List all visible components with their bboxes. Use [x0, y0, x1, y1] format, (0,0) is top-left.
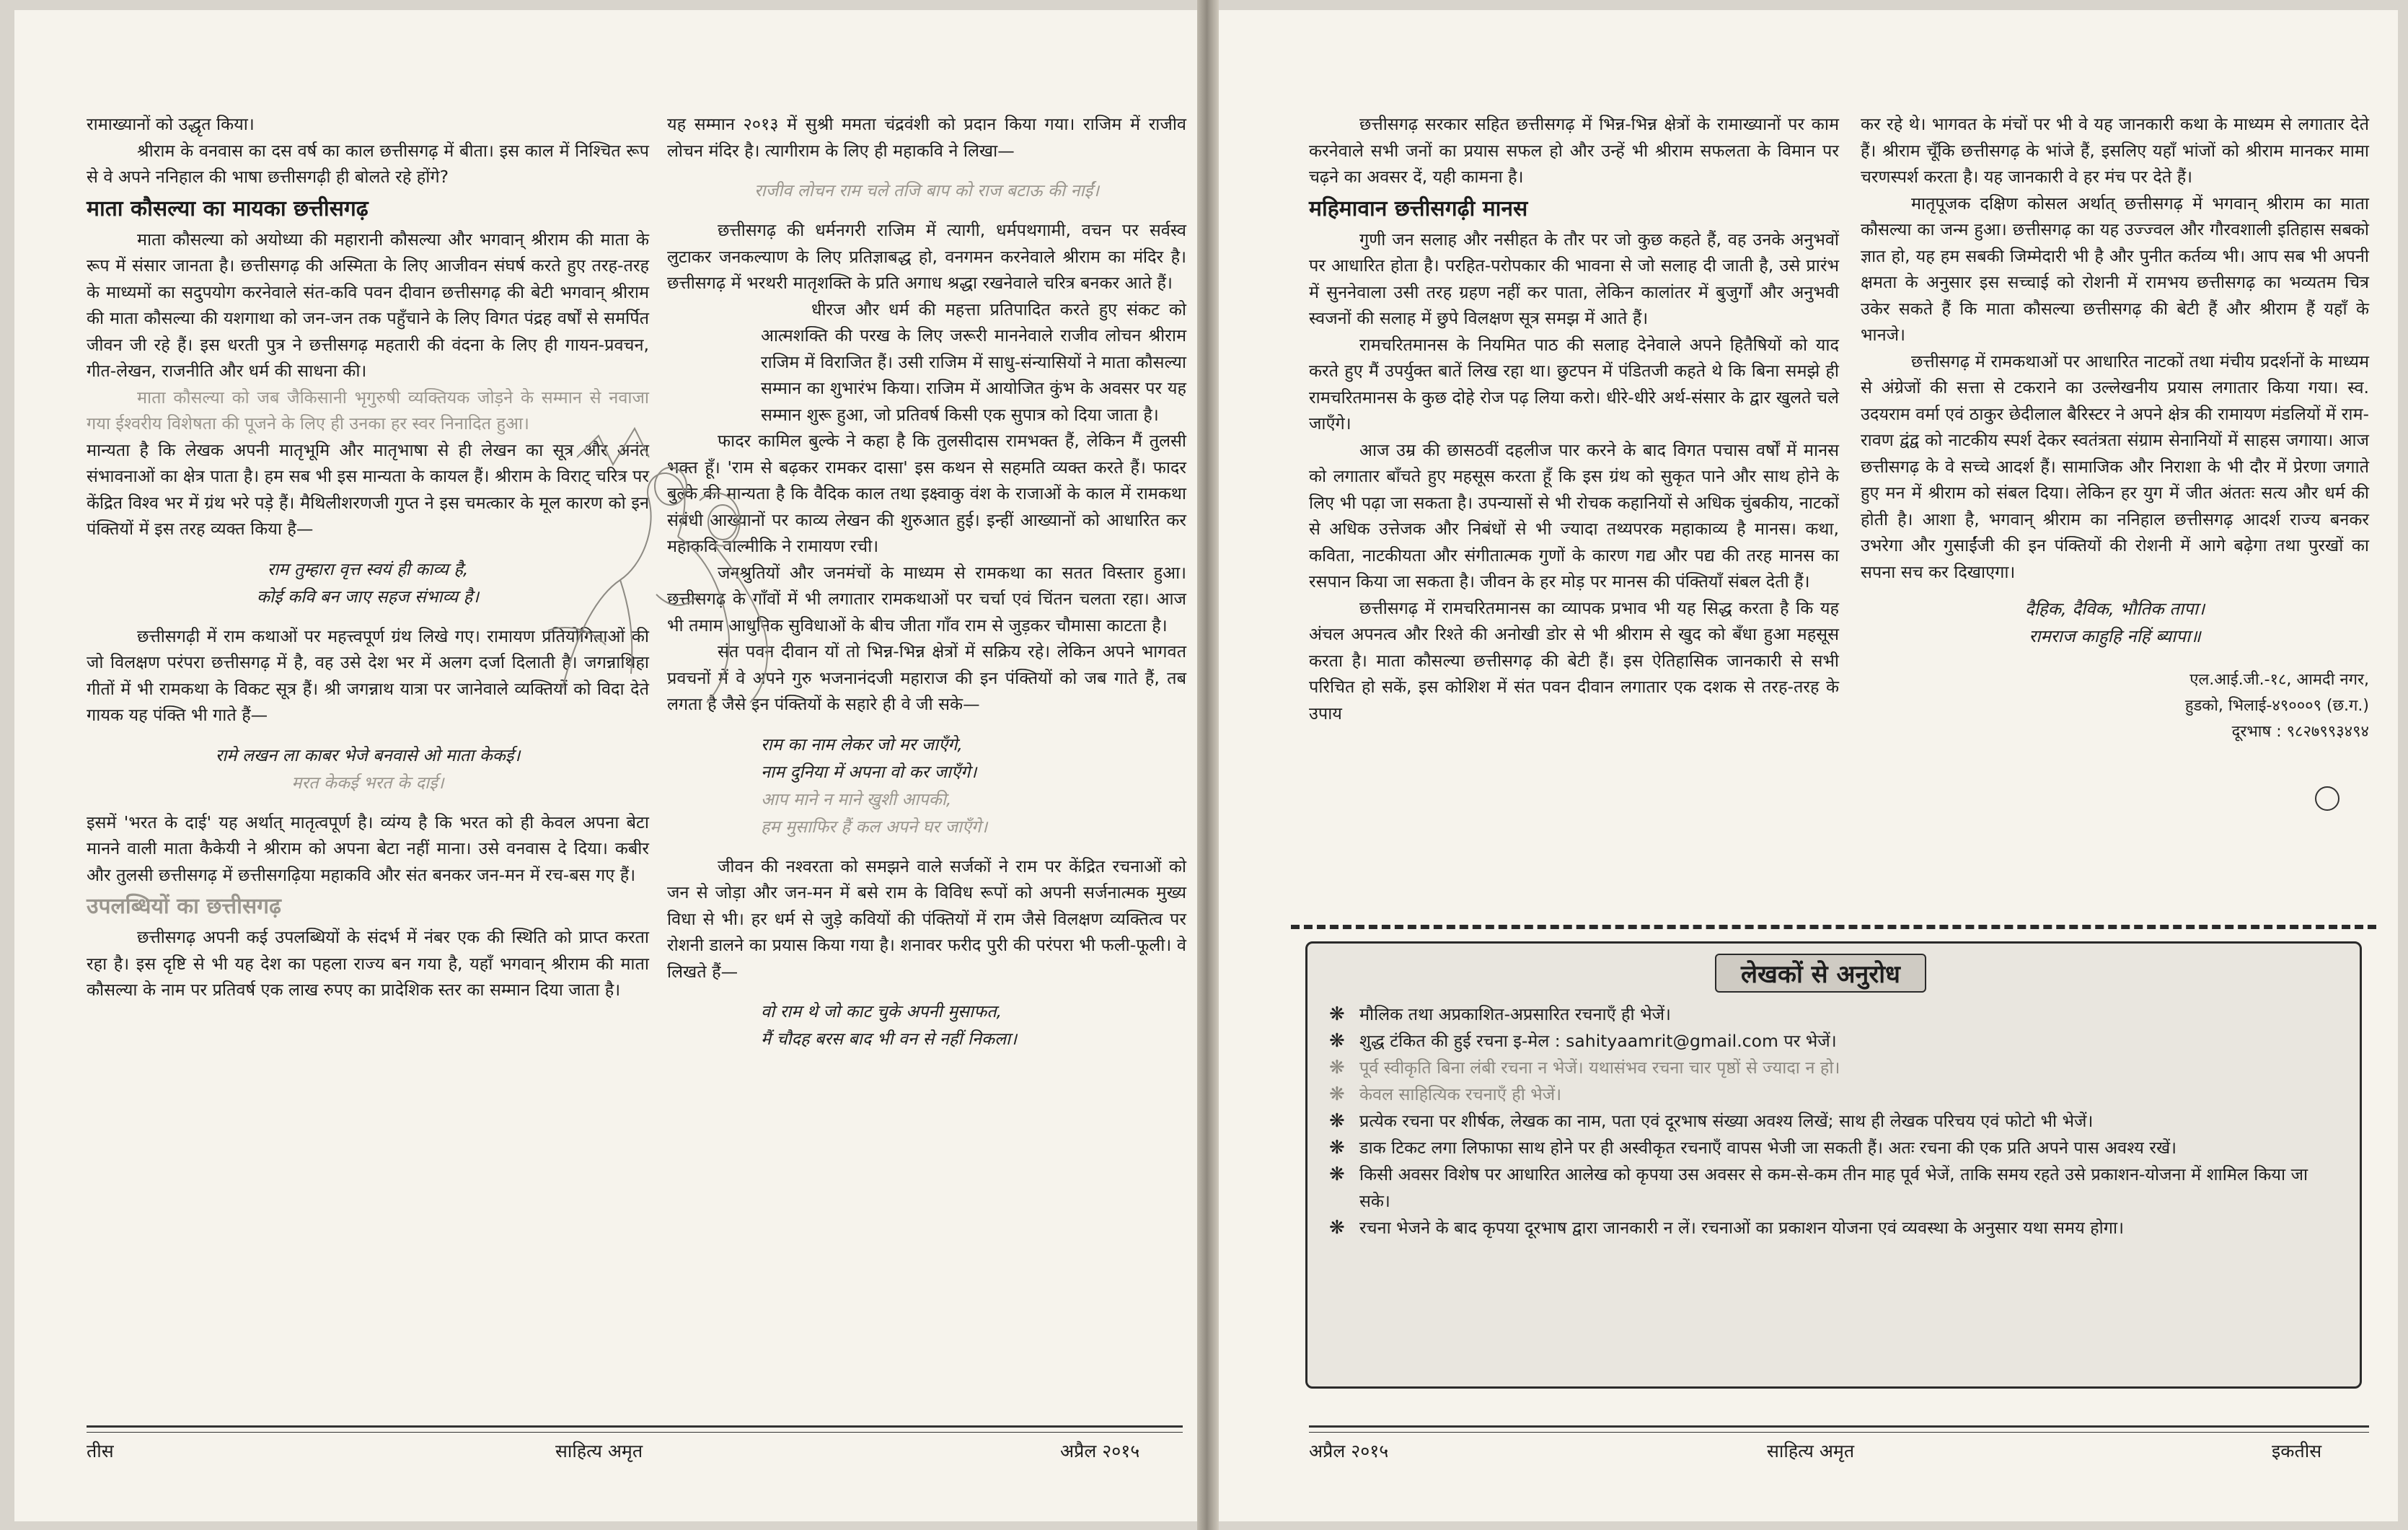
flower-bullet-icon: ❋: [1329, 1003, 1345, 1025]
paragraph: जनश्रुतियों और जनमंचों के माध्यम से रामकथा का सतत विस्तार हुआ। छत्तीसगढ़ के गाँवों में भी लगातार रामकथाओं पर चर्चा एवं चिंतन चलता रहा। आज भी तमाम आधुनिक सुविधाओं के बीच जीता गाँव राम से जुड़कर चौमासा काटता है।: [667, 562, 1186, 636]
paragraph: कर रहे थे। भागवत के मंचों पर भी वे यह जानकारी कथा के माध्यम से लगातार देते हैं। श्रीराम चूँकि छत्तीसगढ़ के भांजे हैं, इसलिए यहाँ भांजों को श्रीराम मानकर मामा चरणस्पर्श करता है। यह जानकारी वे हर मंच पर देते हैं।: [1861, 114, 2369, 187]
flower-bullet-icon: ❋: [1329, 1057, 1345, 1078]
verse-line: दैहिक, दैविक, भौतिक तापा।: [2024, 599, 2205, 619]
paragraph: छत्तीसगढ़ में रामकथाओं पर आधारित नाटकों तथा मंचीय प्रदर्शनों के माध्यम से अंग्रेजों की सत्ता से टकराने का उल्लेखनीय प्रयास लगातार किया गया। स्व. उदयराम वर्मा एवं ठाकुर छेदीलाल बैरिस्टर ने अपने क्षेत्र की रामायण मंडलियों में राम-रावण द्वंद्व को नाटकीय स्पर्श देकर स्वतंत्रता संग्राम सेनानियों में साहस जगाया। आज छत्तीसगढ़ के वे सच्चे आदर्श हैं। सामाजिक और निराशा के भी दौर में प्रेरणा जगाते हुए मन में श्रीराम को संबल दिया। लेकिन हर युग में जीत अंततः सत्य और धर्म की होती है। आशा है, भगवान् श्रीराम का ननिहाल छत्तीसगढ़ आदर्श राज्य बनकर उभरेगा और गुसाईंजी की इन पंक्तियों की रोशनी में आगे बढ़ेगा तथा पुरखों का सपना सच कर दिखाएगा।: [1861, 351, 2369, 582]
address-line: एल.आई.जी.-१८, आमदी नगर,: [2189, 671, 2369, 689]
faded-paragraph: माता कौसल्या को जब जैकिसानी भृगुरुषी व्यक्तियक जोड़ने के सम्मान से नवाजा गया ईश्वरीय विशेषता की पूजने के लिए ही उनका हर स्वर निनादित हुआ।: [87, 387, 649, 434]
address-line: हुडको, भिलाई-४९०००९ (छ.ग.): [2184, 697, 2369, 715]
paragraph: मान्यता है कि लेखक अपनी मातृभूमि और मातृभाषा से ही लेखन का सूत्र और अनंत संभावनाओं का क्षेत्र पाता है। हम सब भी इस मान्यता के कायल हैं। श्रीराम के विराट् चरित्र पर केंद्रित विश्व भर में ग्रंथ भरे पड़े हैं। मैथिलीशरणजी गुप्त ने इस चमत्कार के मूल कारण को इन पंक्तियों में इस तरह व्यक्त किया है—: [87, 439, 649, 539]
notice-item-text: शुद्ध टंकित की हुई रचना इ-मेल : sahityaamrit@gmail.com पर भेजें।: [1359, 1031, 1837, 1051]
paragraph: रामाख्यानों को उद्धृत किया।: [87, 114, 255, 134]
authors-request-box: [1305, 941, 2362, 1389]
issue-date: अप्रैल २०१५: [1309, 1441, 1389, 1461]
issue-date: अप्रैल २०१५: [1060, 1441, 1140, 1461]
verse-line: मरत केकई भरत के दाई।: [291, 772, 444, 793]
right-column-1: [1309, 111, 1839, 726]
notice-list: [1329, 1001, 2338, 1241]
verse-line: नाम दुनिया में अपना वो कर जाएँगे।: [761, 761, 977, 782]
section-heading: उपलब्धियों का छत्तीसगढ़: [87, 894, 281, 919]
flower-bullet-icon: ❋: [1329, 1137, 1345, 1159]
verse-line: हम मुसाफिर हैं कल अपने घर जाएँगे।: [761, 816, 988, 837]
footer-rule: [1309, 1425, 2369, 1433]
paragraph: संत पवन दीवान यों तो भिन्न-भिन्न क्षेत्रों में सक्रिय रहे। लेकिन अपने भागवत प्रवचनों में वे अपने गुरु भजनानंदजी महाराज की इन पंक्तियों को जब गाते हैं, तब लगता है जैसे इन पंक्तियों के सहारे ही वे जी सके—: [667, 641, 1186, 714]
flower-bullet-icon: ❋: [1329, 1164, 1345, 1185]
page-number: इकतीस: [2272, 1441, 2322, 1461]
paragraph: मातृपूजक दक्षिण कोसल अर्थात् छत्तीसगढ़ में भगवान् श्रीराम का माता कौसल्या का जन्म हुआ। छत्तीसगढ़ का यह उज्ज्वल और गौरवशाली इतिहास सबको ज्ञात हो, यह हम सबकी जिम्मेदारी भी है और पुनीत कर्तव्य भी। आप सब भी अपनी क्षमता के अनुसार इस सच्चाई को रोशनी में रामभय छत्तीसगढ़ का भव्यतम चित्र उकेर सकते हैं कि माता कौसल्या छत्तीसगढ़ की बेटी हैं और श्रीराम हैं यहाँ के भानजे।: [1861, 193, 2369, 345]
notice-dashed-border: [1291, 925, 2376, 929]
journal-name: साहित्य अमृत: [1767, 1441, 1855, 1461]
notice-item: [1329, 1001, 2338, 1028]
flower-bullet-icon: ❋: [1329, 1110, 1345, 1132]
paragraph: गुणी जन सलाह और नसीहत के तौर पर जो कुछ कहते हैं, वह उनके अनुभवों पर आधारित होता है। परहित-परोपकार की भावना से जो सलाह दी जाती है, उसे प्रारंभ में सुननेवाला उसी तरह ग्रहण नहीं कर पाता, लेकिन कालांतर में बुजुर्गों और अनुभवी स्वजनों की सलाह में छुपे विलक्षण सूत्र समझ में आते हैं।: [1309, 229, 1839, 328]
paragraph: छत्तीसगढ़ी में राम कथाओं पर महत्त्वपूर्ण ग्रंथ लिखे गए। रामायण प्रतियोगिताओं की जो विलक्षण परंपरा छत्तीसगढ़ में है, वह उसे देश भर में अलग दर्जा दिलाती है। जगन्नाथिहा गीतों में भी रामकथा के विकट सूत्र हैं। श्री जगन्नाथ यात्रा पर जानेवाले व्यक्तियों को विदा देते गायक यह पंक्ति भी गाते हैं—: [87, 625, 649, 725]
verse-line: रामराज काहुहि नहिं ब्यापा॥: [2029, 626, 2201, 646]
notice-item-text: केवल साहित्यिक रचनाएँ ही भेजें।: [1359, 1084, 1562, 1104]
paragraph: यह सम्मान २०१३ में सुश्री ममता चंद्रवंशी को प्रदान किया गया। राजिम में राजीव लोचन मंदिर है। त्यागीराम के लिए ही महाकवि ने लिखा—: [667, 114, 1186, 161]
notice-item: [1329, 1135, 2338, 1161]
sketch-illustration: [534, 414, 808, 717]
notice-item: [1329, 1055, 2338, 1081]
seal-icon: [2315, 786, 2339, 811]
phone-line: दूरभाष : ९८२७९९३४९४: [2231, 723, 2369, 741]
verse-line: आप माने न माने खुशी आपकी,: [761, 788, 952, 809]
paragraph: छत्तीसगढ़ में रामचरितमानस का व्यापक प्रभाव भी यह सिद्ध करता है कि यह अंचल अपनत्व और रिश्ते की अनोखी डोर से भी श्रीराम से खुद को बँधा हुआ महसूस करता है। माता कौसल्या छत्तीसगढ़ की बेटी हैं। इस ऐतिहासिक जानकारी से सभी परिचित हो सकें, इस कोशिश में संत पवन दीवान लगातार एक दशक से तरह-तरह के उपाय: [1309, 597, 1839, 724]
notice-item-text: डाक टिकट लगा लिफाफा साथ होने पर ही अस्वीकृत रचनाएँ वापस भेजी जा सकती हैं। अतः रचना की एक प्रति अपने पास अवश्य रखें।: [1359, 1138, 2177, 1158]
notice-item: [1329, 1215, 2338, 1241]
paragraph: इसमें 'भरत के दाई' यह अर्थात् मातृत्वपूर्ण है। व्यंग्य है कि भरत को ही केवल अपना बेटा मानने वाली माता कैकेयी ने श्रीराम को अपना बेटा नहीं माना। उसे वनवास दे दिया। कबीर और तुलसी छत्तीसगढ़ में छत्तीसगढ़िया महाकवि और संत बनकर जन-मन में रच-बस गए हैं।: [87, 812, 649, 885]
notice-item-text: मौलिक तथा अप्रकाशित-अप्रसारित रचनाएँ ही भेजें।: [1359, 1004, 1671, 1024]
verse-line: राम तुम्हारा वृत्त स्वयं ही काव्य है,: [267, 558, 469, 579]
verse-line: मैं चौदह बरस बाद भी वन से नहीं निकला।: [761, 1029, 1017, 1049]
paragraph: छत्तीसगढ़ अपनी कई उपलब्धियों के संदर्भ में नंबर एक की स्थिति को प्राप्त करता रहा है। इस दृष्टि से भी यह देश का पहला राज्य बन गया है, यहाँ भगवान् श्रीराम की माता कौसल्या के नाम पर प्रतिवर्ष एक लाख रुपए का प्रादेशिक स्तर का सम्मान दिया जाता है।: [87, 927, 649, 1000]
verse-line: राम का नाम लेकर जो मर जाएँगे,: [761, 734, 963, 755]
paragraph: छत्तीसगढ़ की धर्मनगरी राजिम में त्यागी, धर्मपथगामी, वचन पर सर्वस्व लुटाकर जनकल्याण के लिए प्रतिज्ञाबद्ध हो, वनगमन करनेवाले श्रीराम का मंदिर है। छत्तीसगढ़ में भरथरी मातृशक्ति के प्रति अगाध श्रद्धा रखनेवाले चरित्र बनकर आते हैं।: [667, 220, 1186, 293]
verse: [761, 998, 1186, 1052]
left-page: [14, 10, 1197, 1521]
flower-bullet-icon: ❋: [1329, 1083, 1345, 1105]
verse-line: राजीव लोचन राम चले तजि बाप को राज बटाऊ की नाईं।: [754, 180, 1100, 201]
section-heading: माता कौसल्या का मायका छत्तीसगढ़: [87, 195, 369, 221]
paragraph: रामचरितमानस के नियमित पाठ की सलाह देनेवाले अपने हितैषियों को याद करते हुए मैं उपर्युक्त बातें लिख रहा था। छुटपन में पंडितजी कहते थे कि बिना समझे ही रामचरितमानस के कुछ दोहे रोज पढ़ लिया करो। धीरे-धीरे अर्थ-संसार के द्वार खुलते चले जाएँगे।: [1309, 334, 1839, 434]
verse: [87, 742, 649, 796]
notice-item-text: किसी अवसर विशेष पर आधारित आलेख को कृपया उस अवसर से कम-से-कम तीन माह पूर्व भेजें, ताकि समय रहते उसे प्रकाशन-योजना में शामिल किया जा सके।: [1359, 1164, 2308, 1211]
flower-bullet-icon: ❋: [1329, 1030, 1345, 1052]
notice-item: [1329, 1108, 2338, 1135]
paragraph: माता कौसल्या को अयोध्या की महारानी कौसल्या और भगवान् श्रीराम की माता के रूप में संसार जानता है। छत्तीसगढ़ की अस्मिता के लिए आजीवन संघर्ष करते हुए तरह-तरह के माध्यमों का सदुपयोग करनेवाले संत-कवि पवन दीवान छत्तीसगढ़ की बेटी भगवान् श्रीराम की माता कौसल्या की यशगाथा को जन-जन तक पहुँचाने के लिए विगत पंद्रह वर्षों से समर्पित जीवन जी रहे हैं। इस धरती पुत्र ने छत्तीसगढ़ महतारी की वंदना के लिए ही गायन-प्रवचन, गीत-लेखन, राजनीति और धर्म की साधना की।: [87, 229, 649, 381]
journal-name: साहित्य अमृत: [555, 1441, 643, 1461]
notice-item: [1329, 1028, 2338, 1055]
paragraph: श्रीराम के वनवास का दस वर्ष का काल छत्तीसगढ़ में बीता। इस काल में निश्चित रूप से वे अपने ननिहाल की भाषा छत्तीसगढ़ी ही बोलते रहे होंगे?: [87, 140, 649, 187]
notice-title: लेखकों से अनुरोध: [1715, 954, 1926, 993]
paragraph: छत्तीसगढ़ सरकार सहित छत्तीसगढ़ में भिन्न-भिन्न क्षेत्रों के रामाख्यानों पर काम करनेवाले सभी जनों का प्रयास सफल हो और उन्हें भी श्रीराम सफलता के विमान पर चढ़ने का अवसर दें, यही कामना है।: [1309, 114, 1839, 187]
verse: [761, 731, 1186, 840]
paragraph: जीवन की नश्वरता को समझने वाले सर्जकों ने राम पर केंद्रित रचनाओं को जन से जोड़ा और जन-मन में बसे राम के विविध रूपों को अपनी सर्जनात्मक मुख्य विधा से भी। हर धर्म से जुड़े कवियों की पंक्तियों में राम जैसे विलक्षण व्यक्तित्व पर रोशनी डालने का प्रयास किया गया है। शनावर फरीद पुरी की परंपरा भी फली-फूली। वे लिखते हैं—: [667, 856, 1186, 982]
closing-verse: [1861, 595, 2369, 650]
right-column-2: [1861, 111, 2369, 745]
flower-bullet-icon: ❋: [1329, 1217, 1345, 1239]
page-number: तीस: [87, 1441, 114, 1461]
notice-item: [1329, 1161, 2338, 1215]
verse: [667, 177, 1186, 204]
footer-rule: [87, 1425, 1183, 1433]
paragraph: फादर कामिल बुल्के ने कहा है कि तुलसीदास रामभक्त हैं, लेकिन मैं तुलसी भक्त हूँ। 'राम से बढ़कर रामकर दासा' इस कथन से सहमति व्यक्त करते हैं। फादर बुल्के की मान्यता है कि वैदिक काल तथा इक्ष्वाकु वंश के राजाओं के काल में रामकथा संबंधी आख्यानों पर काव्य लेखन की शुरुआत हुई। इन्हीं आख्यानों को आधारित कर महाकवि वाल्मीकि ने रामायण रची।: [667, 431, 1186, 556]
author-address: [1861, 667, 2369, 745]
section-heading: महिमावान छत्तीसगढ़ी मानस: [1309, 195, 1528, 221]
verse-line: रामे लखन ला काबर भेजे बनवासे ओ माता केकई।: [215, 744, 521, 765]
verse-line: वो राम थे जो काट चुके अपनी मुसाफत,: [761, 1001, 1002, 1021]
notice-item-text: रचना भेजने के बाद कृपया दूरभाष द्वारा जानकारी न लें। रचनाओं का प्रकाशन योजना एवं व्यवस्था के अनुसार यथा समय होगा।: [1359, 1218, 2124, 1238]
verse-line: कोई कवि बन जाए सहज संभाव्य है।: [256, 586, 480, 607]
notice-item-text: पूर्व स्वीकृति बिना लंबी रचना न भेजें। यथासंभव रचना चार पृष्ठों से ज्यादा न हो।: [1359, 1058, 1840, 1078]
page-gutter: [1197, 0, 1219, 1530]
notice-item-text: प्रत्येक रचना पर शीर्षक, लेखक का नाम, पता एवं दूरभाष संख्या अवश्य लिखें; साथ ही लेखक परिचय एवं फोटो भी भेजें।: [1359, 1111, 2094, 1131]
paragraph: आज उम्र की छासठवीं दहलीज पार करने के बाद विगत पचास वर्षों में मानस को लगातार बाँचते हुए महसूस करता हूँ कि इस ग्रंथ को सुकृत पाने और साथ होने के लिए भी पढ़ा जा सकता है। उपन्यासों से भी रोचक कहानियों से अधिक चुंबकीय, नाटकों से अधिक उत्तेजक और निबंधों से भी ज्यादा तथ्यपरक महाकाव्य है मानस। कथा, कविता, नाटकीयता और संगीतात्मक गुणों के कारण गद्य और पद्य की तरह मानस का रसपान किया जा सकता है। जीवन के हर मोड़ पर मानस की पंक्तियाँ संबल देती हैं।: [1309, 439, 1839, 592]
notice-item: [1329, 1081, 2338, 1108]
paragraph: धीरज और धर्म की महत्ता प्रतिपादित करते हुए संकट को आत्मशक्ति की परख के लिए जरूरी माननेवाले राजीव लोचन श्रीराम राजिम में विराजित हैं। उसी राजिम में साधु-संन्यासियों ने माता कौसल्या सम्मान का शुभारंभ किया। राजिम में आयोजित कुंभ के अवसर पर यह सम्मान शुरू हुआ, जो प्रतिवर्ष किसी एक सुपात्र को दिया जाता है।: [761, 299, 1186, 425]
